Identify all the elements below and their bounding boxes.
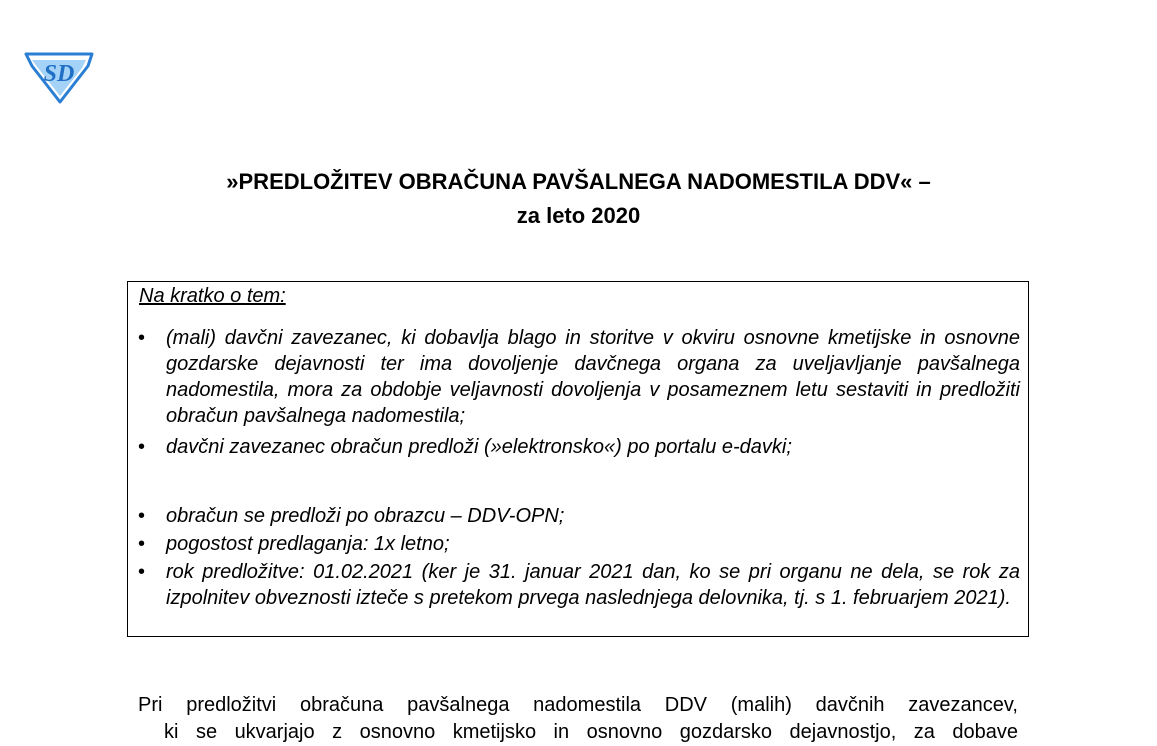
body-line-1: Pri predložitvi obračuna pavšalnega nadomestila DDV (malih) davčnih zavezancev, xyxy=(138,694,1018,716)
summary-box xyxy=(127,281,1029,637)
bullet-icon: • xyxy=(138,436,146,458)
list-item xyxy=(138,434,1020,460)
title-line-1: »PREDLOŽITEV OBRAČUNA PAVŠALNEGA NADOMESTILA DDV« – xyxy=(226,169,931,194)
bullet-text: davčni zavezanec obračun predloži (»elektronsko«) po portalu e-davki; xyxy=(166,436,792,458)
svg-text:SD: SD xyxy=(43,61,75,87)
bullet-text: (mali) davčni zavezanec, ki dobavlja blago in storitve v okviru osnovne kmetijske in osnovne gozdarske dejavnosti ter ima dovoljenje davčnega organa za uveljavljanje pavšalnega nadomestila, mora za obdobje veljavnosti dovoljenja v posameznem letu sestaviti in predložiti obračun pavšalnega nadomestila; xyxy=(166,327,1020,427)
list-item xyxy=(138,325,1020,429)
list-item xyxy=(138,559,1020,611)
summary-heading: Na kratko o tem: xyxy=(139,285,286,307)
bullet-icon: • xyxy=(138,561,146,583)
list-item xyxy=(138,531,1020,557)
bullet-icon: • xyxy=(138,533,146,555)
bullet-text: rok predložitve: 01.02.2021 (ker je 31. januar 2021 dan, ko se pri organu ne dela, se rok za izpolnitev obveznosti izteče s pretekom prvega naslednjega delovnika, tj. s 1. februarjem 2021). xyxy=(166,561,1020,609)
document-title xyxy=(0,165,1157,233)
title-line-2: za leto 2020 xyxy=(516,203,641,228)
sd-shield-logo xyxy=(22,48,96,104)
bullet-text: pogostost predlaganja: 1x letno; xyxy=(166,533,450,555)
body-line-2: ki se ukvarjajo z osnovno kmetijsko in osnovno gozdarsko dejavnostjo, za dobave xyxy=(164,721,1018,743)
bullet-icon: • xyxy=(138,327,146,349)
list-item xyxy=(138,503,1020,529)
bullet-icon: • xyxy=(138,505,146,527)
body-paragraph xyxy=(138,692,1018,746)
bullet-text: obračun se predloži po obrazcu – DDV-OPN; xyxy=(166,505,565,527)
